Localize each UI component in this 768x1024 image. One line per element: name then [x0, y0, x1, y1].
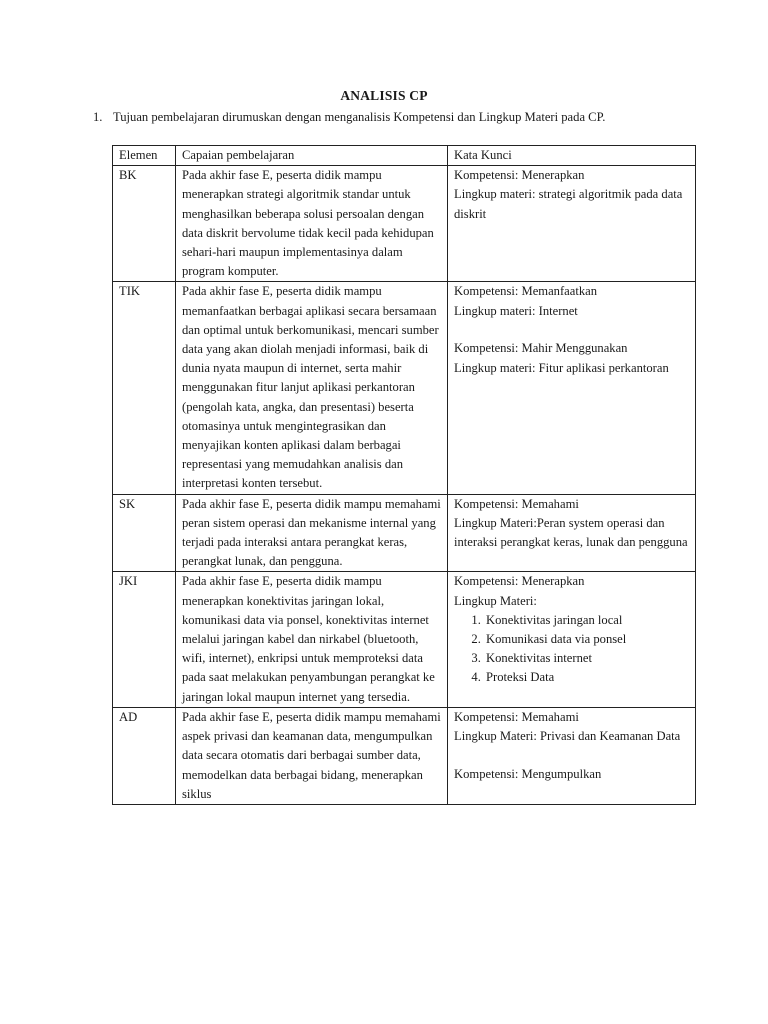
cp-analysis-table	[112, 145, 696, 805]
list-item: 3. Konektivitas internet	[484, 649, 690, 668]
header-capaian: Capaian pembelajaran	[176, 146, 448, 166]
kata-kunci-line: Lingkup Materi:	[454, 593, 537, 608]
document-title: ANALISIS CP	[340, 88, 428, 103]
kata-kunci-line: Lingkup materi: Fitur aplikasi perkantoran	[454, 360, 669, 375]
table-row	[113, 166, 696, 282]
kata-kunci-line: Kompetensi: Memahami	[454, 496, 579, 511]
table-row	[113, 572, 696, 707]
list-item: 2. Komunikasi data via ponsel	[484, 630, 690, 649]
kata-kunci-line: Kompetensi: Memanfaatkan	[454, 284, 598, 299]
list-item: 4. Proteksi Data	[484, 668, 690, 687]
kata-kunci-cell	[448, 572, 696, 707]
kata-kunci-line: Kompetensi: Mahir Menggunakan	[454, 341, 628, 356]
lingkup-materi-list	[454, 611, 690, 688]
elemen-cell: SK	[113, 494, 176, 572]
kata-kunci-line: Kompetensi: Menerapkan	[454, 168, 585, 183]
list-item: 1. Konektivitas jaringan local	[484, 611, 690, 630]
intro-text: Tujuan pembelajaran dirumuskan dengan menganalisis Kompetensi dan Lingkup Materi pada CP.	[113, 110, 606, 124]
kata-kunci-line: Lingkup Materi: Privasi dan Keamanan Data	[454, 729, 681, 744]
elemen-cell: BK	[113, 166, 176, 282]
kata-kunci-cell	[448, 166, 696, 282]
kata-kunci-line: Kompetensi: Menerapkan	[454, 574, 585, 589]
table-row	[113, 494, 696, 572]
blank-line	[454, 746, 690, 765]
capaian-cell: Pada akhir fase E, peserta didik mampu memahami aspek privasi dan keamanan data, mengumpulkan data secara otomatis dari berbagai sumber data, memodelkan data berbagai bidang, menerapkan siklus	[176, 707, 448, 804]
capaian-cell: Pada akhir fase E, peserta didik mampu menerapkan konektivitas jaringan lokal, komunikasi data via ponsel, konektivitas internet melalui jaringan kabel dan nirkabel (bluetooth, wifi, internet), enkripsi untuk memproteksi data pada saat melakukan penyambungan perangkat ke jaringan lokal maupun internet yang tersedia.	[176, 572, 448, 707]
capaian-cell: Pada akhir fase E, peserta didik mampu memahami peran sistem operasi dan mekanisme internal yang terjadi pada interaksi antara perangkat keras, perangkat lunak, dan pengguna.	[176, 494, 448, 572]
table-row	[113, 707, 696, 804]
kata-kunci-cell	[448, 282, 696, 494]
kata-kunci-cell	[448, 707, 696, 804]
capaian-cell: Pada akhir fase E, peserta didik mampu menerapkan strategi algoritmik standar untuk menghasilkan beberapa solusi persoalan dengan data diskrit bervolume tidak kecil pada kehidupan sehari-hari maupun implementasinya dalam program komputer.	[176, 166, 448, 282]
table-row	[113, 282, 696, 494]
list-number: 1.	[93, 110, 103, 124]
kata-kunci-line: Lingkup Materi:Peran system operasi dan interaksi perangkat keras, lunak dan pengguna	[454, 515, 688, 550]
intro-list-item	[93, 108, 673, 127]
header-elemen: Elemen	[113, 146, 176, 166]
kata-kunci-line: Lingkup materi: strategi algoritmik pada data diskrit	[454, 187, 683, 221]
kata-kunci-cell	[448, 494, 696, 572]
table-header-row	[113, 146, 696, 166]
blank-line	[454, 321, 690, 340]
elemen-cell: TIK	[113, 282, 176, 494]
capaian-cell: Pada akhir fase E, peserta didik mampu memanfaatkan berbagai aplikasi secara bersamaan dan optimal untuk berkomunikasi, mencari sumber data yang akan diolah menjadi informasi, baik di dunia nyata maupun di internet, serta mahir menggunakan fitur lanjut aplikasi perkantoran (pengolah kata, angka, dan presentasi) beserta otomasinya untuk mengintegrasikan dan menyajikan konten aplikasi dalam berbagai representasi yang memudahkan analisis dan interpretasi konten tersebut.	[176, 282, 448, 494]
kata-kunci-line: Kompetensi: Memahami	[454, 709, 579, 724]
kata-kunci-line: Lingkup materi: Internet	[454, 303, 578, 318]
kata-kunci-line: Kompetensi: Mengumpulkan	[454, 766, 602, 781]
header-kata-kunci: Kata Kunci	[448, 146, 696, 166]
elemen-cell: JKI	[113, 572, 176, 707]
elemen-cell: AD	[113, 707, 176, 804]
